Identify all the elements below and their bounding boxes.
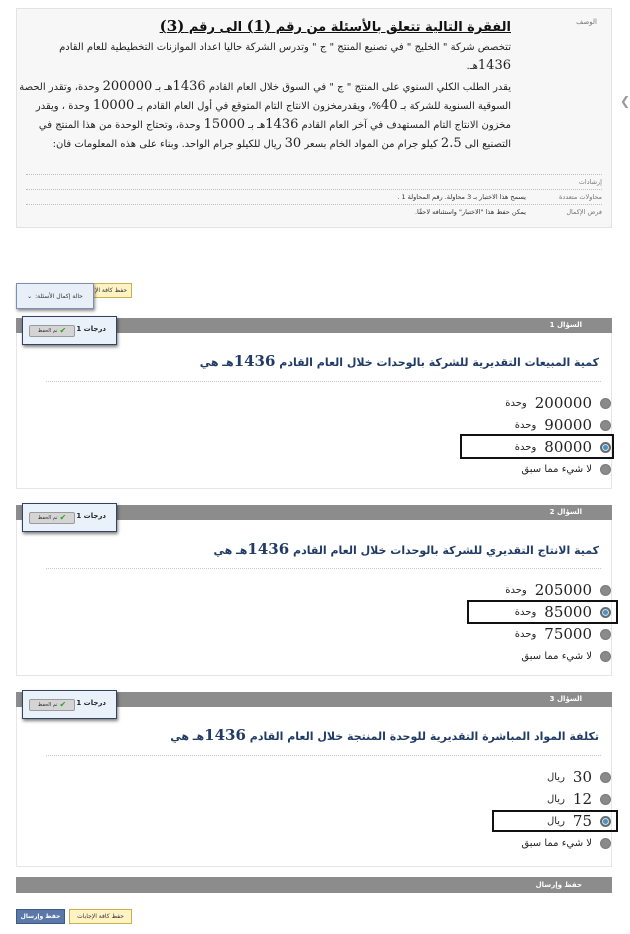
radio-button[interactable] xyxy=(600,585,611,596)
radio-button[interactable] xyxy=(600,772,611,783)
option-unit: ريال xyxy=(546,815,565,827)
p2e: وحدة ، ويقدر مخزون الانتاج التام المستهدف في آخر العام القادم xyxy=(35,101,511,131)
p2-share: 40 xyxy=(380,98,398,113)
p2c: وحدة، وتقدر الحصة السوقية السنوية للشركة بـ xyxy=(19,82,511,112)
option-value: 200000 xyxy=(534,394,592,412)
check-icon: ✔ xyxy=(59,700,67,709)
passage-title-num-2: (3) xyxy=(159,17,185,35)
p1-end: هـ. xyxy=(466,61,478,72)
selection-highlight xyxy=(467,600,618,624)
question-1-grade: 1 درجات xyxy=(76,325,106,333)
p2b: هـ بـ xyxy=(152,82,173,93)
question-3-grade-popup xyxy=(22,690,117,719)
question-2-option-1[interactable] xyxy=(505,580,611,600)
radio-button[interactable] xyxy=(600,838,611,849)
option-value: 75 xyxy=(572,812,592,830)
q1-text-pre: كمية المبيعات التقديرية للشركة بالوحدات خلال العام القادم xyxy=(275,356,599,369)
question-3-number: السؤال 3 xyxy=(549,695,582,703)
radio-button[interactable] xyxy=(600,629,611,640)
question-3-saved-badge xyxy=(29,699,75,711)
question-3-divider xyxy=(46,755,601,756)
question-2-divider xyxy=(46,568,601,569)
meta-key: إرشادات xyxy=(578,178,602,186)
save-all-button-top[interactable]: حفظ كافة الإ xyxy=(90,283,132,298)
meta-row-instructions xyxy=(26,174,602,188)
passage-title xyxy=(15,17,511,35)
question-1-saved-badge xyxy=(29,325,75,337)
question-2-option-3[interactable] xyxy=(515,624,611,644)
saved-label: تم الحفظ xyxy=(37,702,58,708)
q1-text-post: هـ هي xyxy=(199,356,234,369)
option-text: لا شيء مما سبق xyxy=(521,650,592,662)
passage-paragraph-2 xyxy=(15,78,511,154)
option-value: 205000 xyxy=(534,581,592,599)
question-1-grade-popup xyxy=(22,316,117,345)
question-3-option-4[interactable] xyxy=(521,833,611,853)
description-content xyxy=(15,17,511,154)
option-value: 85000 xyxy=(544,603,592,621)
question-2-text xyxy=(159,540,599,558)
radio-button[interactable] xyxy=(600,464,611,475)
question-2-grade: 1 درجات xyxy=(76,512,106,520)
completion-status-label: حالة إكمال الأسئلة: xyxy=(35,292,83,300)
option-unit: وحدة xyxy=(514,606,537,618)
meta-key: محاولات متعددة xyxy=(559,193,602,201)
radio-button[interactable] xyxy=(600,794,611,805)
meta-row-attempts xyxy=(26,189,602,203)
meta-key: فرض الإكمال xyxy=(566,208,602,216)
meta-value: يمكن حفظ هذا "الاختبار" واستئنافه لاحقًا. xyxy=(414,208,526,216)
selection-highlight xyxy=(492,810,618,832)
option-unit: ريال xyxy=(546,771,565,783)
option-unit: وحدة xyxy=(505,584,527,596)
p1-text: تتخصص شركة " الخليج " في تصنيع المنتج " ج " وتدرس الشركة حاليا اعداد الموازنات التخطيطية للعام القادم xyxy=(59,42,511,53)
meta-value: يسمح هذا الاختبار بـ 3 محاولة. رقم المحاولة 1 . xyxy=(397,193,526,201)
p2-price: 30 xyxy=(284,136,302,151)
completion-status-toggle[interactable] xyxy=(16,283,94,309)
chevron-left-icon[interactable]: ❮ xyxy=(620,94,630,108)
p2h: كيلو جرام من المواد الخام بسعر xyxy=(301,139,441,150)
check-icon: ✔ xyxy=(59,326,67,335)
question-1-divider xyxy=(46,381,601,382)
option-text: لا شيء مما سبق xyxy=(521,837,592,849)
question-2-option-4[interactable] xyxy=(521,646,611,666)
meta-row-force-completion xyxy=(26,204,602,218)
p2g: وحدة، وتحتاج الوحدة من هذا المنتج في التصنيع الى xyxy=(38,120,511,150)
option-unit: ريال xyxy=(546,793,565,805)
question-1-number: السؤال 1 xyxy=(549,321,582,329)
selection-highlight xyxy=(460,434,614,459)
p2-year: 1436 xyxy=(172,79,206,94)
question-1-option-1[interactable] xyxy=(505,393,611,413)
save-all-answers-button[interactable]: حفظ كافة الإجابات xyxy=(69,909,132,924)
question-3-option-2[interactable] xyxy=(547,789,611,809)
option-value: 30 xyxy=(572,768,592,786)
description-label: الوصف xyxy=(576,18,597,26)
q2-text-pre: كمية الانتاج التقديري للشركة بالوحدات خلال العام القادم xyxy=(289,544,599,557)
radio-button[interactable] xyxy=(600,398,611,409)
submit-bar-label: حفظ وإرسال xyxy=(535,881,582,889)
check-icon: ✔ xyxy=(59,513,67,522)
option-unit: وحدة xyxy=(514,441,537,453)
p2-kg: 2.5 xyxy=(440,136,462,151)
p2-demand: 200000 xyxy=(102,79,153,94)
q2-text-post: هـ هي xyxy=(213,544,248,557)
q3-text-year: 1436 xyxy=(204,726,246,744)
p2f: هـ بـ xyxy=(245,120,266,131)
p2-open: 10000 xyxy=(92,98,135,113)
question-2-saved-badge xyxy=(29,512,75,524)
question-3-option-1[interactable] xyxy=(547,767,611,787)
passage-title-num-1: (1) xyxy=(246,17,272,35)
p2a: يقدر الطلب الكلي السنوي على المنتج " ج " في السوق خلال العام القادم xyxy=(205,82,511,93)
question-2-grade-popup xyxy=(22,503,117,532)
q2-text-year: 1436 xyxy=(247,540,290,558)
p2-close: 15000 xyxy=(203,117,245,132)
p2i: ريال للكيلو جرام الواحد. xyxy=(181,139,285,150)
p2d: %، ويقدرمخزون الانتاج التام المتوقع في أول العام القادم بـ xyxy=(134,101,381,112)
question-1-text xyxy=(159,352,599,370)
passage-title-text: الفقرة التالية تتعلق بالأسئلة من رقم xyxy=(271,20,511,35)
option-unit: وحدة xyxy=(514,419,537,431)
p1-year: 1436 xyxy=(477,58,511,73)
q3-text-post: هـ هي xyxy=(170,730,205,743)
radio-button[interactable] xyxy=(600,651,611,662)
option-text: لا شيء مما سبق xyxy=(521,463,592,475)
radio-button[interactable] xyxy=(600,420,611,431)
question-3-grade: 1 درجات xyxy=(76,699,106,707)
question-2-number: السؤال 2 xyxy=(549,508,582,516)
option-value: 75000 xyxy=(544,625,592,643)
save-submit-button[interactable]: حفظ وإرسال xyxy=(16,909,65,924)
chevron-down-icon: ⌄ xyxy=(27,292,33,300)
question-1-option-2[interactable] xyxy=(515,415,611,435)
q3-text-pre: تكلفة المواد المباشرة التقديرية للوحدة المنتجة خلال العام القادم xyxy=(245,730,599,743)
option-unit: وحدة xyxy=(505,397,527,409)
passage-title-mid: الى رقم xyxy=(184,20,247,35)
p2j: وبناء على هذه المعلومات فان: xyxy=(52,139,179,150)
submit-bar xyxy=(16,877,612,893)
passage-paragraph-1 xyxy=(15,39,511,76)
saved-label: تم الحفظ xyxy=(37,328,58,334)
saved-label: تم الحفظ xyxy=(37,515,58,521)
p2-year2: 1436 xyxy=(265,117,299,132)
option-value: 12 xyxy=(572,790,592,808)
option-unit: وحدة xyxy=(514,628,537,640)
question-1-option-4[interactable] xyxy=(521,459,611,479)
question-3-text xyxy=(159,726,599,744)
option-value: 90000 xyxy=(544,416,592,434)
q1-text-year: 1436 xyxy=(233,352,276,370)
option-value: 80000 xyxy=(544,438,592,456)
